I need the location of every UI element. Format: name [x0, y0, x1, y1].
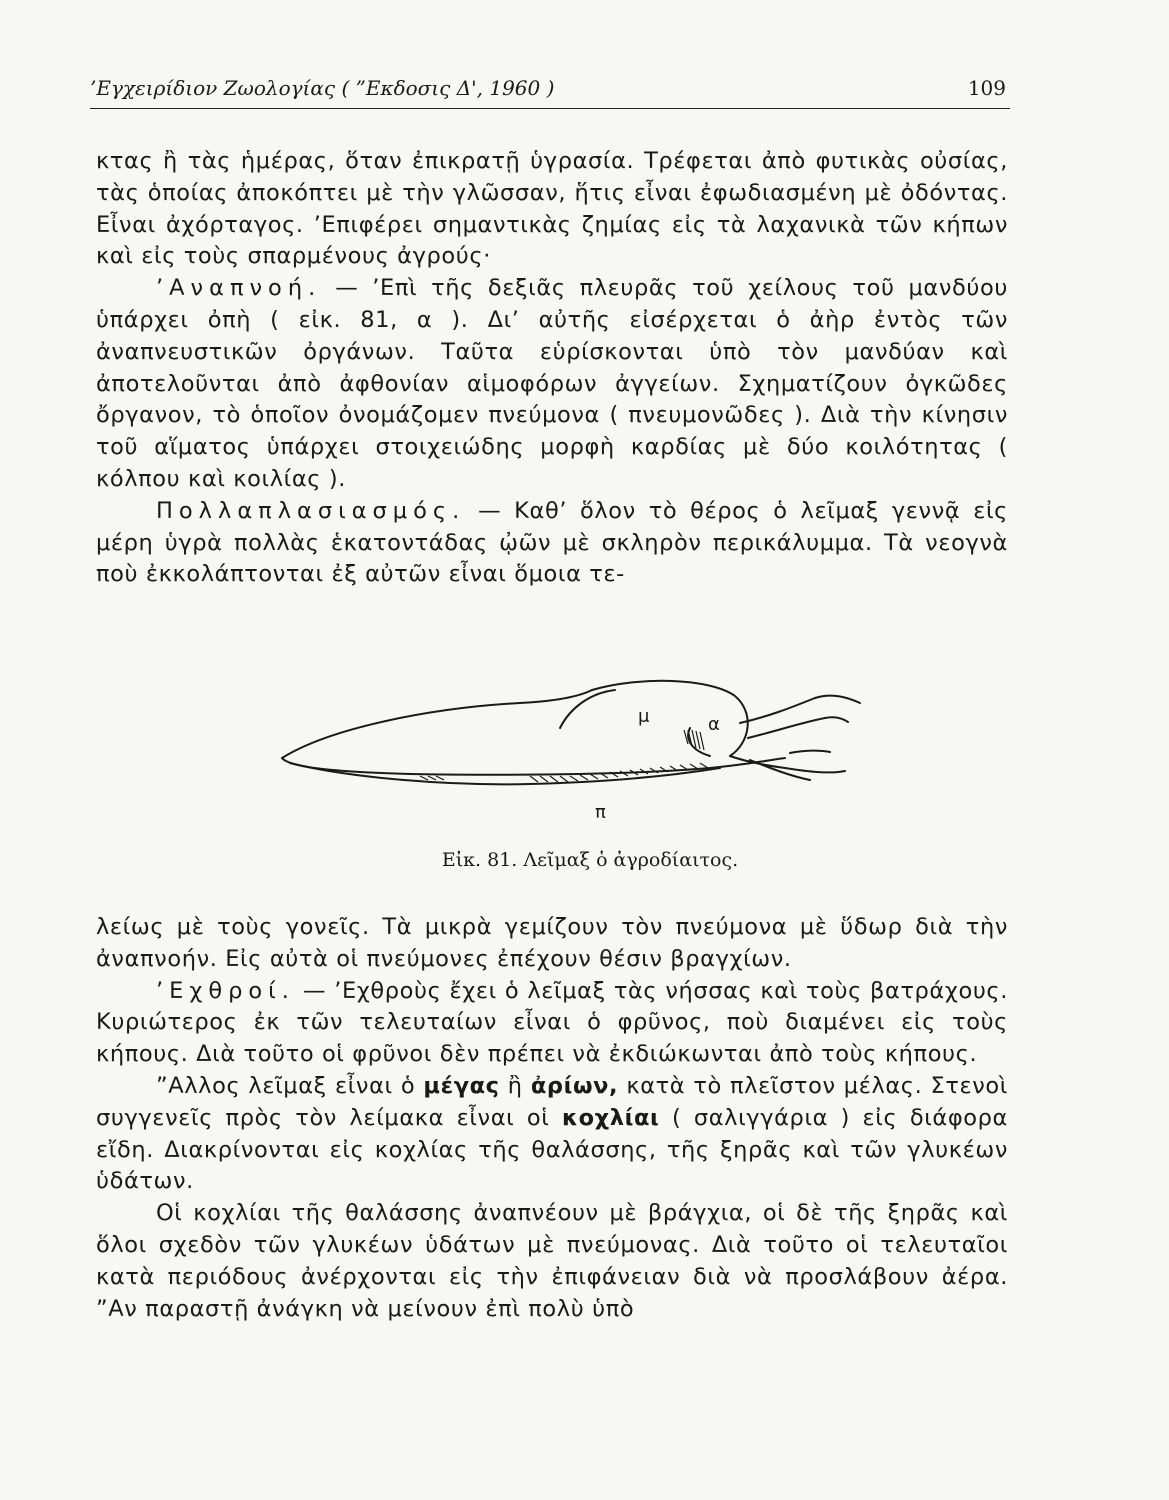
text-block-lower [96, 912, 1008, 1325]
respiration-text: — ’Επὶ τῆς δεξιᾶς πλευρᾶς τοῦ χείλους τοῦ μανδύου ὑπάρχει ὀπὴ ( εἰκ. 81, α ). Δι’ αὐτῆς εἰσέρχεται ὁ ἀὴρ ἐντὸς τῶν ἀναπνευστικῶν ὀργάνων. Ταῦτα εὑρίσκονται ὑπὸ τὸν μανδύαν καὶ ἀποτελοῦνται ἀπὸ ἀφθονίαν αἱμοφόρων ἀγγείων. Σχηματίζουν ὀγκῶδες ὄργανον, τὸ ὁποῖον ὀνομάζομεν πνεύμονα ( πνευμονῶδες ). Διὰ τὴν κίνησιν τοῦ αἵματος ὑπάρχει στοιχειώδης μορφὴ καρδίας μὲ δύο κοιλότητας ( κόλπου καὶ κοιλίας ). [96, 275, 1008, 492]
heading-reproduction: Πολλαπλασιασμός. [156, 497, 466, 524]
slug-figure [270, 668, 870, 838]
term-megas: μέγας [423, 1072, 500, 1099]
slug-illustration [270, 668, 870, 838]
paragraph-feeding: κτας ἢ τὰς ἡμέρας, ὅταν ἐπικρατῇ ὑγρασία. Τρέφεται ἀπὸ φυτικὰς οὐσίας, τὰς ὁποίας ἀποκόπτει μὲ τὴν γλῶσσαν, ἥτις εἶναι ἐφωδιασμένη μὲ ὀδόντας. Εἶναι ἀχόρταγος. ’Επιφέρει σημαντικὰς ζημίας εἰς τὰ λαχανικὰ τῶν κήπων καὶ εἰς τοὺς σπαρμένους ἀγρούς· [96, 148, 1008, 270]
heading-enemies: ’Εχθροί. [156, 977, 295, 1004]
reproduction-text: — Καθ’ ὅλον τὸ θέρος ὁ λεῖμαξ γεννᾷ εἰς μέρη ὑγρὰ πολλὰς ἑκατοντάδας ᾠῶν μὲ σκληρὸν περικάλυμμα. Τὰ νεογνὰ ποὺ ἐκκολάπτονται ἐξ αὐτῶν εἶναι ὅμοια τε- [96, 497, 1008, 588]
other-slugs-text-2: ἢ [499, 1072, 531, 1099]
label-mantle: μ [638, 706, 650, 727]
paragraph-young: λείως μὲ τοὺς γονεῖς. Τὰ μικρὰ γεμίζουν τὸν πνεύμονα μὲ ὕδωρ διὰ τὴν ἀναπνοήν. Εἰς αὐτὰ οἱ πνεύμονες ἐπέχουν θέσιν βραγχίων. [96, 914, 1008, 972]
other-slugs-text-4: ( σαλιγγάρια ) εἰς διάφορα εἴδη. Διακρίνονται εἰς κοχλίας τῆς θαλάσσης, τῆς ξηρᾶς καὶ τῶν γλυκέων ὑδάτων. [96, 1104, 1008, 1195]
term-kochliai: κοχλίαι [562, 1104, 660, 1131]
running-header [90, 74, 1010, 106]
paragraph-reproduction [96, 496, 1008, 591]
other-slugs-text-3: κατὰ τὸ πλεῖστον μέλας. Στενοὶ συγγενεῖς πρὸς τὸν λείμακα εἶναι οἱ [96, 1072, 1008, 1131]
header-rule [90, 108, 1010, 109]
other-slugs-text-1: ”Αλλος λεῖμαξ εἶναι ὁ [156, 1072, 424, 1099]
enemies-text: — ’Εχθροὺς ἔχει ὁ λεῖμαξ τὰς νήσσας καὶ τοὺς βατράχους. Κυριώτερος ἐκ τῶν τελευταίων εἶναι ὁ φρῦνος, ποὺ διαμένει εἰς τοὺς κήπους. Διὰ τοῦτο οἱ φρῦνοι δὲν πρέπει νὰ ἐκδιώκωνται ἀπὸ τοὺς κήπους. [96, 977, 1008, 1068]
paragraph-other-slugs [96, 1071, 1008, 1198]
text-block-upper [96, 146, 1008, 591]
term-arion: ἀρίων, [530, 1072, 619, 1099]
page-number: 109 [967, 76, 1006, 100]
label-pore: α [708, 714, 720, 735]
label-foot: π [595, 802, 606, 823]
heading-respiration: ’Αναπνοή. [156, 275, 322, 302]
figure-caption: Εἰκ. 81. Λεῖμαξ ὁ ἀγροδίαιτος. [441, 849, 739, 871]
paragraph-snails-breathing: Οἱ κοχλίαι τῆς θαλάσσης ἀναπνέουν μὲ βράγχια, οἱ δὲ τῆς ξηρᾶς καὶ ὅλοι σχεδὸν τῶν γλυκέων ὑδάτων μὲ πνεύμονας. Διὰ τοῦτο οἱ τελευταῖοι κατὰ περιόδους ἀνέρχονται εἰς τὴν ἐπιφάνειαν διὰ νὰ προσλάβουν ἀέρα. ”Αν παραστῇ ἀνάγκη νὰ μείνουν ἐπὶ πολὺ ὑπὸ [96, 1200, 1008, 1322]
book-title: ’Εγχειρίδιον Ζωολογίας ( ”Εκδοσις Δ', 1960 ) [90, 76, 555, 100]
paragraph-enemies [96, 976, 1008, 1071]
paragraph-respiration [96, 273, 1008, 496]
